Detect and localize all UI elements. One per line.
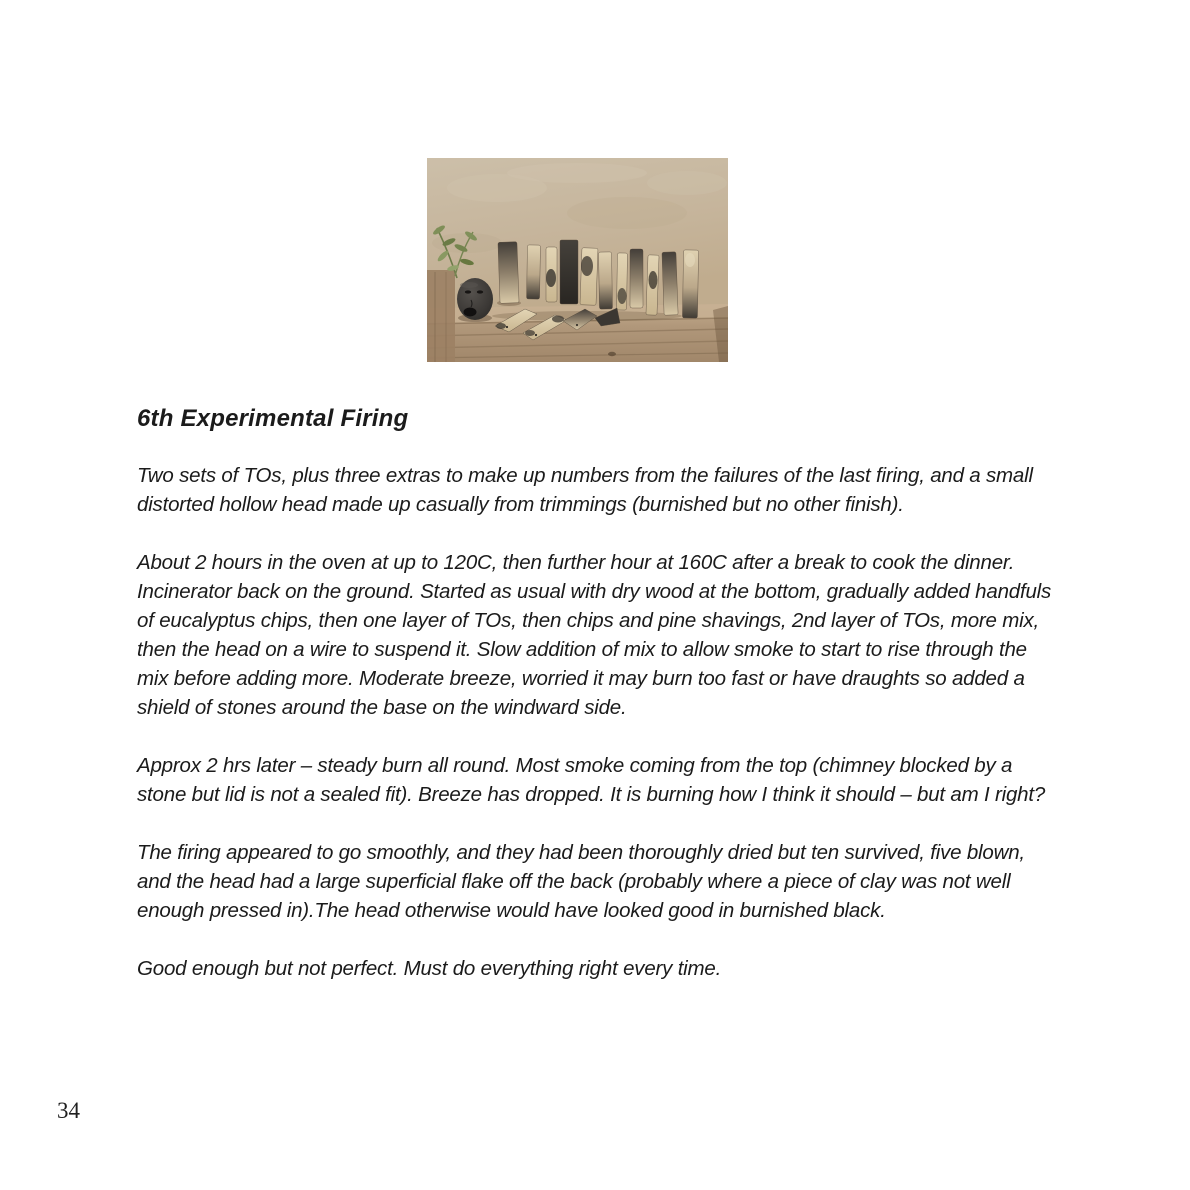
paragraph-1: Two sets of TOs, plus three extras to make up numbers from the failures of the last firing, and a small distorted hollow head made up casually from trimmings (burnished but no other finish).	[137, 464, 1033, 516]
article	[137, 404, 1053, 1012]
page-title: 6th Experimental Firing	[137, 405, 409, 432]
firing-photo	[427, 158, 728, 362]
paragraph-5: Good enough but not perfect. Must do everything right every time.	[137, 957, 722, 980]
paragraph-2: About 2 hours in the oven at up to 120C, then further hour at 160C after a break to cook the dinner. Incinerator back on the ground. Started as usual with dry wood at the bottom, gradually added handfuls of eucalyptus chips, then one layer of TOs, then chips and pine shavings, 2nd layer of TOs, more mix, then the head on a wire to suspend it. Slow addition of mix to allow smoke to start to rise through the mix before adding more. Moderate breeze, worried it may burn too fast or have draughts so added a shield of stones around the base on the windward side.	[137, 551, 1052, 719]
page-number: 34	[57, 1098, 80, 1123]
photo-ceramic-head	[457, 278, 493, 322]
paragraph-3: Approx 2 hrs later – steady burn all round. Most smoke coming from the top (chimney blocked by a stone but lid is not a sealed fit). Breeze has dropped. It is burning how I think it should – but am I right?	[137, 754, 1046, 806]
firing-photo-illustration	[427, 158, 728, 362]
paragraph-4: The firing appeared to go smoothly, and they had been thoroughly dried but ten survived, five blown, and the head had a large superficial flake off the back (probably where a piece of clay was not well enough pressed in).The head otherwise would have looked good in burnished black.	[137, 841, 1025, 922]
